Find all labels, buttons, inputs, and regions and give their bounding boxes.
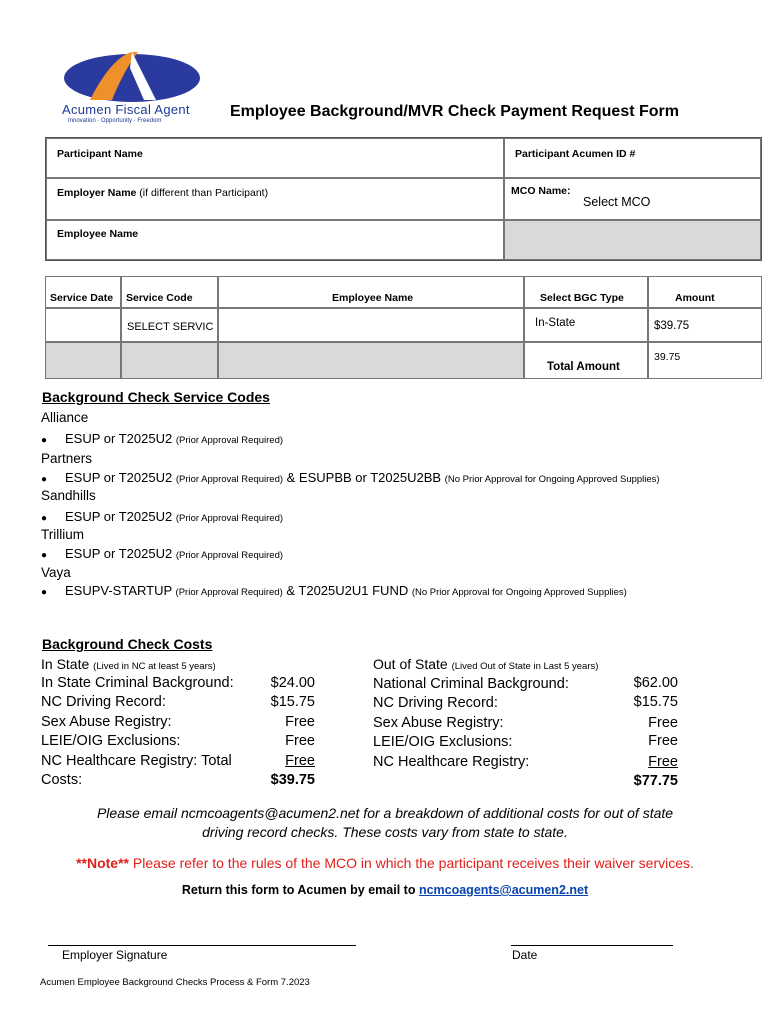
out-state-heading: Out of State (Lived Out of State in Last 5 years) — [373, 656, 599, 672]
in-state-item-label: In State Criminal Background: — [41, 675, 234, 691]
in-state-item-value: Free — [285, 733, 315, 749]
total-row-gray-1 — [45, 342, 121, 379]
total-row-gray-2 — [121, 342, 218, 379]
email-note-line2: driving record checks. These costs vary from state to state. — [202, 824, 568, 840]
email-note — [40, 804, 730, 842]
employee-name-input[interactable] — [218, 308, 524, 342]
participant-name-label: Participant Name — [57, 148, 143, 160]
costs-title: Background Check Costs — [42, 636, 213, 652]
employer-name-label: Employer Name (if different than Participant) — [57, 187, 269, 199]
out-state-item-value: Free — [648, 733, 678, 749]
note-prefix: **Note** — [76, 855, 129, 871]
out-state-item-label: LEIE/OIG Exclusions: — [373, 734, 513, 750]
header-bgc-type-label: Select BGC Type — [540, 292, 624, 304]
header-employee-name-label: Employee Name — [332, 292, 414, 304]
bullet-alliance: ● ESUP or T2025U2 (Prior Approval Required) — [41, 431, 284, 446]
bullet-sandhills: ● ESUP or T2025U2 (Prior Approval Required) — [41, 509, 284, 524]
mco-select-dropdown[interactable]: Select MCO — [583, 195, 651, 209]
note-text: Please refer to the rules of the MCO in which the participant receives their waiver services. — [128, 855, 694, 871]
logo-name: Acumen Fiscal Agent — [62, 102, 190, 117]
in-state-total-value: $39.75 — [270, 772, 315, 788]
bullet-vaya: ● ESUPV-STARTUP (Prior Approval Required) & T2025U2U1 FUND (No Prior Approval for Ongoing Approved Supplies) — [41, 583, 627, 598]
in-state-item-value: Free — [285, 753, 315, 769]
in-state-item-value: $15.75 — [270, 694, 315, 710]
header-service-date — [45, 276, 121, 308]
total-amount-label-cell — [524, 342, 648, 379]
out-state-total-value: $77.75 — [633, 773, 678, 789]
date-label: Date — [512, 948, 538, 962]
employer-signature-line[interactable] — [48, 945, 356, 946]
header-amount — [648, 276, 762, 308]
total-amount-cell — [648, 342, 762, 379]
bgc-type-value: In-State — [535, 317, 576, 329]
in-state-item-label: NC Driving Record: — [41, 694, 166, 710]
employer-signature-label: Employer Signature — [62, 948, 168, 962]
email-note-line1: Please email ncmcoagents@acumen2.net for a breakdown of additional costs for out of state — [96, 805, 674, 821]
header-service-date-label: Service Date — [50, 292, 114, 304]
bullet-dot: ● — [41, 550, 48, 561]
service-table — [45, 276, 762, 379]
participant-name-field[interactable] — [46, 138, 504, 178]
empty-gray-cell — [504, 220, 761, 260]
in-state-heading: In State (Lived in NC at least 5 years) — [41, 656, 216, 672]
mco-partners: Partners — [41, 451, 93, 466]
out-state-item-value: Free — [648, 754, 678, 770]
bullet-dot: ● — [41, 587, 48, 598]
employee-name-field[interactable] — [46, 220, 504, 260]
total-amount-label: Total Amount — [547, 361, 620, 373]
bullet-partners: ● ESUP or T2025U2 (Prior Approval Required) & ESUPBB or T2025U2BB (No Prior Approval for Ongoing Approved Supplies) — [41, 470, 660, 485]
out-state-item-value: Free — [648, 715, 678, 731]
out-state-item-label: National Criminal Background: — [373, 676, 569, 692]
out-state-item-value: $15.75 — [633, 694, 678, 710]
mco-name-label: MCO Name: — [511, 185, 571, 197]
mco-rules-note — [40, 855, 730, 871]
out-state-item-label: NC Healthcare Registry: — [373, 754, 530, 770]
header-service-code-label: Service Code — [126, 292, 193, 304]
footer-text: Acumen Employee Background Checks Process & Form 7.2023 — [40, 977, 310, 988]
employer-name-field[interactable] — [46, 178, 504, 220]
service-date-input[interactable] — [45, 308, 121, 342]
in-state-item-label: Sex Abuse Registry: — [41, 714, 172, 730]
out-state-item-label: Sex Abuse Registry: — [373, 715, 504, 731]
header-amount-label: Amount — [675, 292, 715, 304]
bullet-dot: ● — [41, 513, 48, 524]
out-state-item-label: NC Driving Record: — [373, 695, 498, 711]
in-state-item-value: $24.00 — [270, 675, 315, 691]
mco-sandhills: Sandhills — [41, 488, 96, 503]
return-instructions: Return this form to Acumen by email to ncmcoagents@acumen2.net — [181, 883, 589, 897]
header-service-code — [121, 276, 218, 308]
bullet-dot: ● — [41, 474, 48, 485]
bullet-dot: ● — [41, 435, 48, 446]
header-bgc-type — [524, 276, 648, 308]
return-email-link[interactable]: ncmcoagents@acumen2.net — [418, 883, 589, 897]
logo-tagline: Innovation · Opportunity · Freedom — [68, 118, 162, 124]
amount-field — [648, 308, 762, 342]
header-employee-name — [218, 276, 524, 308]
mco-vaya: Vaya — [41, 565, 71, 580]
total-amount-value: 39.75 — [654, 351, 681, 363]
mco-trillium: Trillium — [41, 527, 84, 542]
amount-value: $39.75 — [654, 320, 690, 332]
participant-id-field[interactable] — [504, 138, 761, 178]
in-state-item-label: NC Healthcare Registry: Total — [41, 753, 232, 769]
participant-id-label: Participant Acumen ID # — [515, 148, 636, 160]
service-code-select[interactable] — [121, 308, 218, 342]
service-code-value: SELECT SERVIC — [127, 321, 214, 333]
out-state-item-value: $62.00 — [633, 675, 678, 691]
in-state-total-label: Costs: — [41, 772, 83, 788]
participant-info-table — [45, 137, 762, 261]
mco-name-cell — [504, 178, 761, 220]
service-codes-title: Background Check Service Codes — [42, 389, 270, 405]
bgc-type-select[interactable] — [524, 308, 648, 342]
employee-name-label: Employee Name — [57, 228, 139, 240]
date-line[interactable] — [511, 945, 673, 946]
bullet-trillium: ● ESUP or T2025U2 (Prior Approval Required) — [41, 546, 284, 561]
form-title: Employee Background/MVR Check Payment Request Form — [230, 103, 679, 120]
mco-alliance: Alliance — [41, 410, 89, 425]
total-row-gray-3 — [218, 342, 524, 379]
in-state-item-value: Free — [285, 714, 315, 730]
in-state-item-label: LEIE/OIG Exclusions: — [41, 733, 181, 749]
